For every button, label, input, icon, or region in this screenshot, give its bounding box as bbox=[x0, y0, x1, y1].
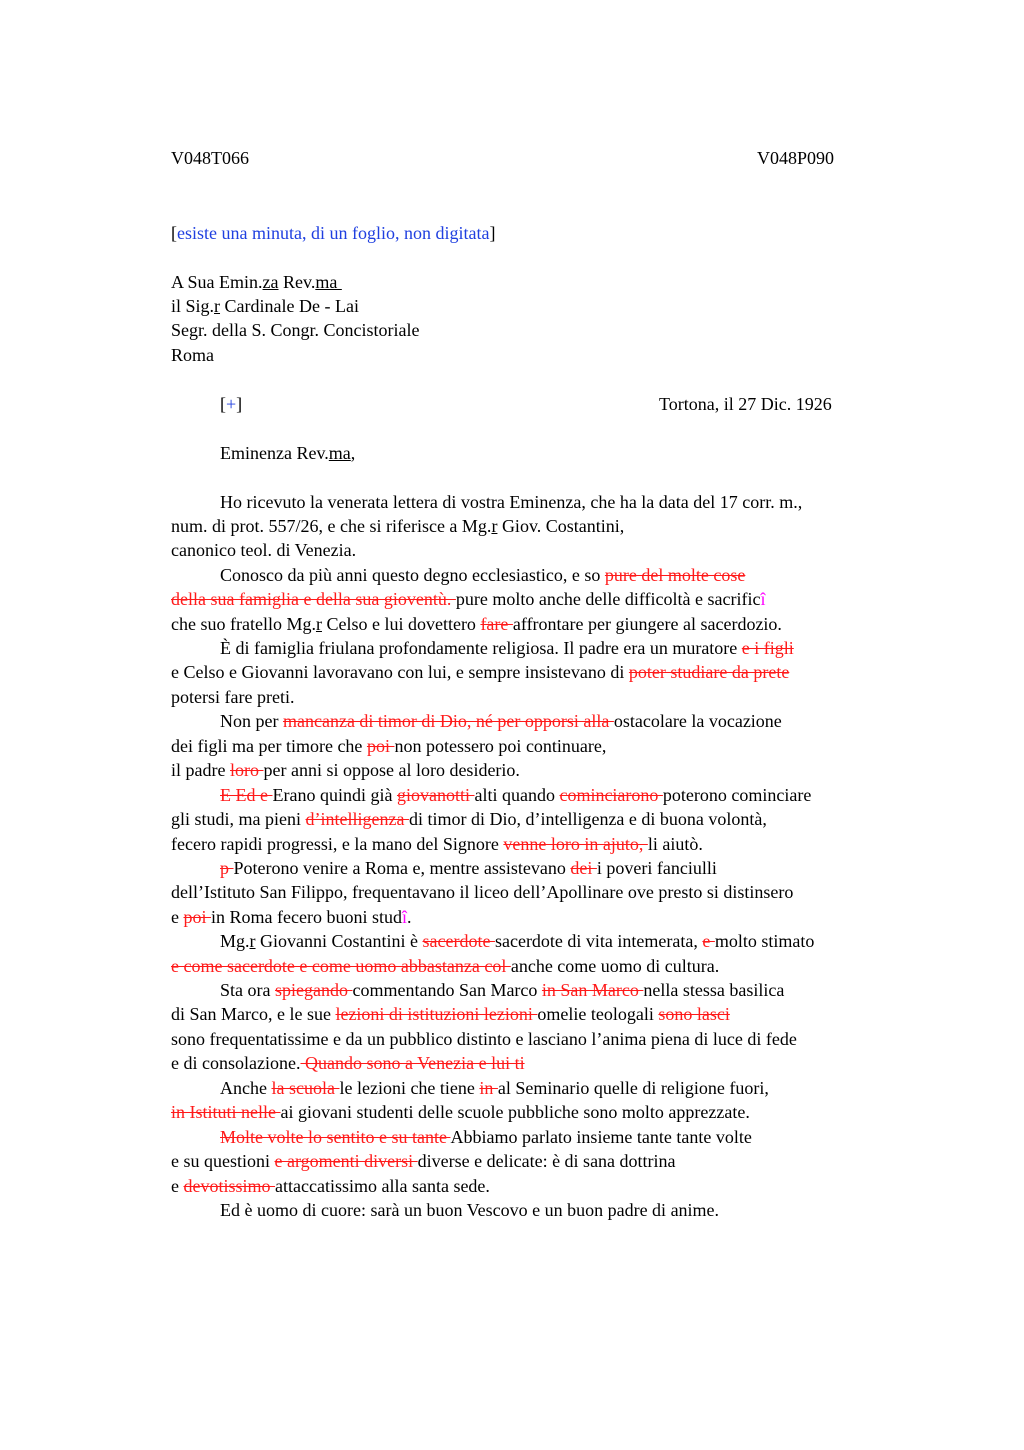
body-line: Anche la scuola le lezioni che tiene in al Seminario quelle di religione fuori, bbox=[220, 1078, 769, 1098]
deleted-text: lezioni di istituzioni lezioni bbox=[335, 1004, 538, 1024]
deleted-text: pure del molte cose bbox=[604, 565, 746, 585]
body-line: e Celso e Giovanni lavoravano con lui, e sempre insistevano di poter studiare da prete bbox=[171, 662, 790, 682]
place-date: Tortona, il 27 Dic. 1926 bbox=[659, 394, 832, 414]
body-line: Non per mancanza di timor di Dio, né per opporsi alla ostacolare la vocazione bbox=[220, 711, 782, 731]
deleted-text: in Istituti nelle bbox=[171, 1102, 281, 1122]
body-line: È di famiglia friulana profondamente religiosa. Il padre era un muratore e i figli bbox=[220, 638, 794, 658]
body-line: Mg.r Giovanni Costantini è sacerdote sacerdote di vita intemerata, e molto stimato bbox=[220, 931, 815, 951]
deleted-text: e i figli bbox=[741, 638, 794, 658]
deleted-text: E Ed e bbox=[220, 785, 273, 805]
deleted-text: loro bbox=[229, 760, 264, 780]
body-line: e di consolazione. Quando sono a Venezia e lui ti bbox=[171, 1053, 525, 1073]
body-line: E Ed e Erano quindi già giovanotti alti quando cominciarono poterono cominciare bbox=[220, 785, 812, 805]
body-line: e su questioni e argomenti diversi diverse e delicate: è di sana dottrina bbox=[171, 1151, 676, 1171]
deleted-text: sacerdote bbox=[422, 931, 495, 951]
deleted-text: poi bbox=[366, 736, 395, 756]
body-line: gli studi, ma pieni d’intelligenza di timor di Dio, d’intelligenza e di buona volontà, bbox=[171, 809, 767, 829]
header-right-code: V048P090 bbox=[757, 148, 835, 168]
deleted-text: in bbox=[479, 1078, 498, 1098]
body-line: Molte volte lo sentito e su tante Abbiamo parlato insieme tante tante volte bbox=[220, 1127, 752, 1147]
body-line: il padre loro per anni si oppose al loro desiderio. bbox=[171, 760, 520, 780]
deleted-text: cominciarono bbox=[559, 785, 663, 805]
insertion-marker: [+] bbox=[220, 394, 243, 414]
body-line: p Poterono venire a Roma e, mentre assistevano dei i poveri fanciulli bbox=[220, 858, 717, 878]
body-line: Ho ricevuto la venerata lettera di vostra Eminenza, che ha la data del 17 corr. m., bbox=[220, 492, 803, 512]
deleted-text: venne loro in ajuto, bbox=[503, 834, 648, 854]
body-line: della sua famiglia e della sua gioventù. pure molto anche delle difficoltà e sacrificî bbox=[171, 589, 766, 609]
editorial-note-text: esiste una minuta, di un foglio, non digitata bbox=[177, 223, 490, 243]
body-line: di San Marco, e le sue lezioni di istituzioni lezioni omelie teologali sono lasci bbox=[171, 1004, 730, 1024]
body-line: che suo fratello Mg.r Celso e lui dovettero fare affrontare per giungere al sacerdozio. bbox=[171, 614, 782, 634]
deleted-text: della sua famiglia e della sua gioventù. bbox=[171, 589, 456, 609]
body-line: dei figli ma per timore che poi non potessero poi continuare, bbox=[171, 736, 607, 756]
body-line: e devotissimo attaccatissimo alla santa sede. bbox=[171, 1176, 490, 1196]
body-line: sono frequentatissime e da un pubblico distinto e lasciano l’anima piena di luce di fede bbox=[171, 1029, 797, 1049]
salutation: Eminenza Rev.ma, bbox=[220, 443, 356, 463]
header-left-code: V048T066 bbox=[171, 148, 249, 168]
deleted-text: Quando sono a Venezia e lui ti bbox=[300, 1053, 525, 1073]
address-line-1: A Sua Emin.za Rev.ma bbox=[171, 272, 342, 292]
deleted-text: dei bbox=[570, 858, 597, 878]
body-line: e poi in Roma fecero buoni studî. bbox=[171, 907, 412, 927]
body-line: in Istituti nelle ai giovani studenti delle scuole pubbliche sono molto apprezzate. bbox=[171, 1102, 750, 1122]
body-line: Sta ora spiegando commentando San Marco in San Marco nella stessa basilica bbox=[220, 980, 785, 1000]
deleted-text: poi bbox=[183, 907, 212, 927]
address-line-4: Roma bbox=[171, 345, 214, 365]
deleted-text: e bbox=[702, 931, 715, 951]
deleted-text: la scuola bbox=[271, 1078, 340, 1098]
deleted-text: in San Marco bbox=[541, 980, 644, 1000]
body-line: Ed è uomo di cuore: sarà un buon Vescovo e un buon padre di anime. bbox=[220, 1200, 720, 1220]
address-line-3: Segr. della S. Congr. Concistoriale bbox=[171, 320, 420, 340]
deleted-text: sono lasci bbox=[658, 1004, 730, 1024]
body-line: potersi fare preti. bbox=[171, 687, 295, 707]
editorial-note: [esiste una minuta, di un foglio, non digitata] bbox=[171, 223, 496, 243]
body-line: e come sacerdote e come uomo abbastanza col anche come uomo di cultura. bbox=[171, 956, 720, 976]
deleted-text: poter studiare da prete bbox=[628, 662, 790, 682]
deleted-text: giovanotti bbox=[396, 785, 475, 805]
address-line-2: il Sig.r Cardinale De - Lai bbox=[171, 296, 359, 316]
body-line: dell’Istituto San Filippo, frequentavano il liceo dell’Apollinare ove presto si distinsero bbox=[171, 882, 794, 902]
deleted-text: mancanza di timor di Dio, né per opporsi alla bbox=[282, 711, 614, 731]
body-line: num. di prot. 557/26, e che si riferisce a Mg.r Giov. Costantini, bbox=[171, 516, 625, 536]
deleted-text: e argomenti diversi bbox=[274, 1151, 418, 1171]
deleted-text: spiegando bbox=[274, 980, 353, 1000]
deleted-text: e come sacerdote e come uomo abbastanza col bbox=[171, 956, 511, 976]
plus-icon: + bbox=[226, 394, 237, 414]
deleted-text: devotissimo bbox=[183, 1176, 276, 1196]
deleted-text: Molte volte lo sentito e su tante bbox=[220, 1127, 451, 1147]
body-line: fecero rapidi progressi, e la mano del Signore venne loro in ajuto, li aiutò. bbox=[171, 834, 703, 854]
body-line: Conosco da più anni questo degno ecclesiastico, e so pure del molte cose bbox=[220, 565, 746, 585]
deleted-text: d’intelligenza bbox=[305, 809, 409, 829]
deleted-text: p bbox=[220, 858, 234, 878]
body-line: canonico teol. di Venezia. bbox=[171, 540, 357, 560]
deleted-text: fare bbox=[480, 614, 513, 634]
